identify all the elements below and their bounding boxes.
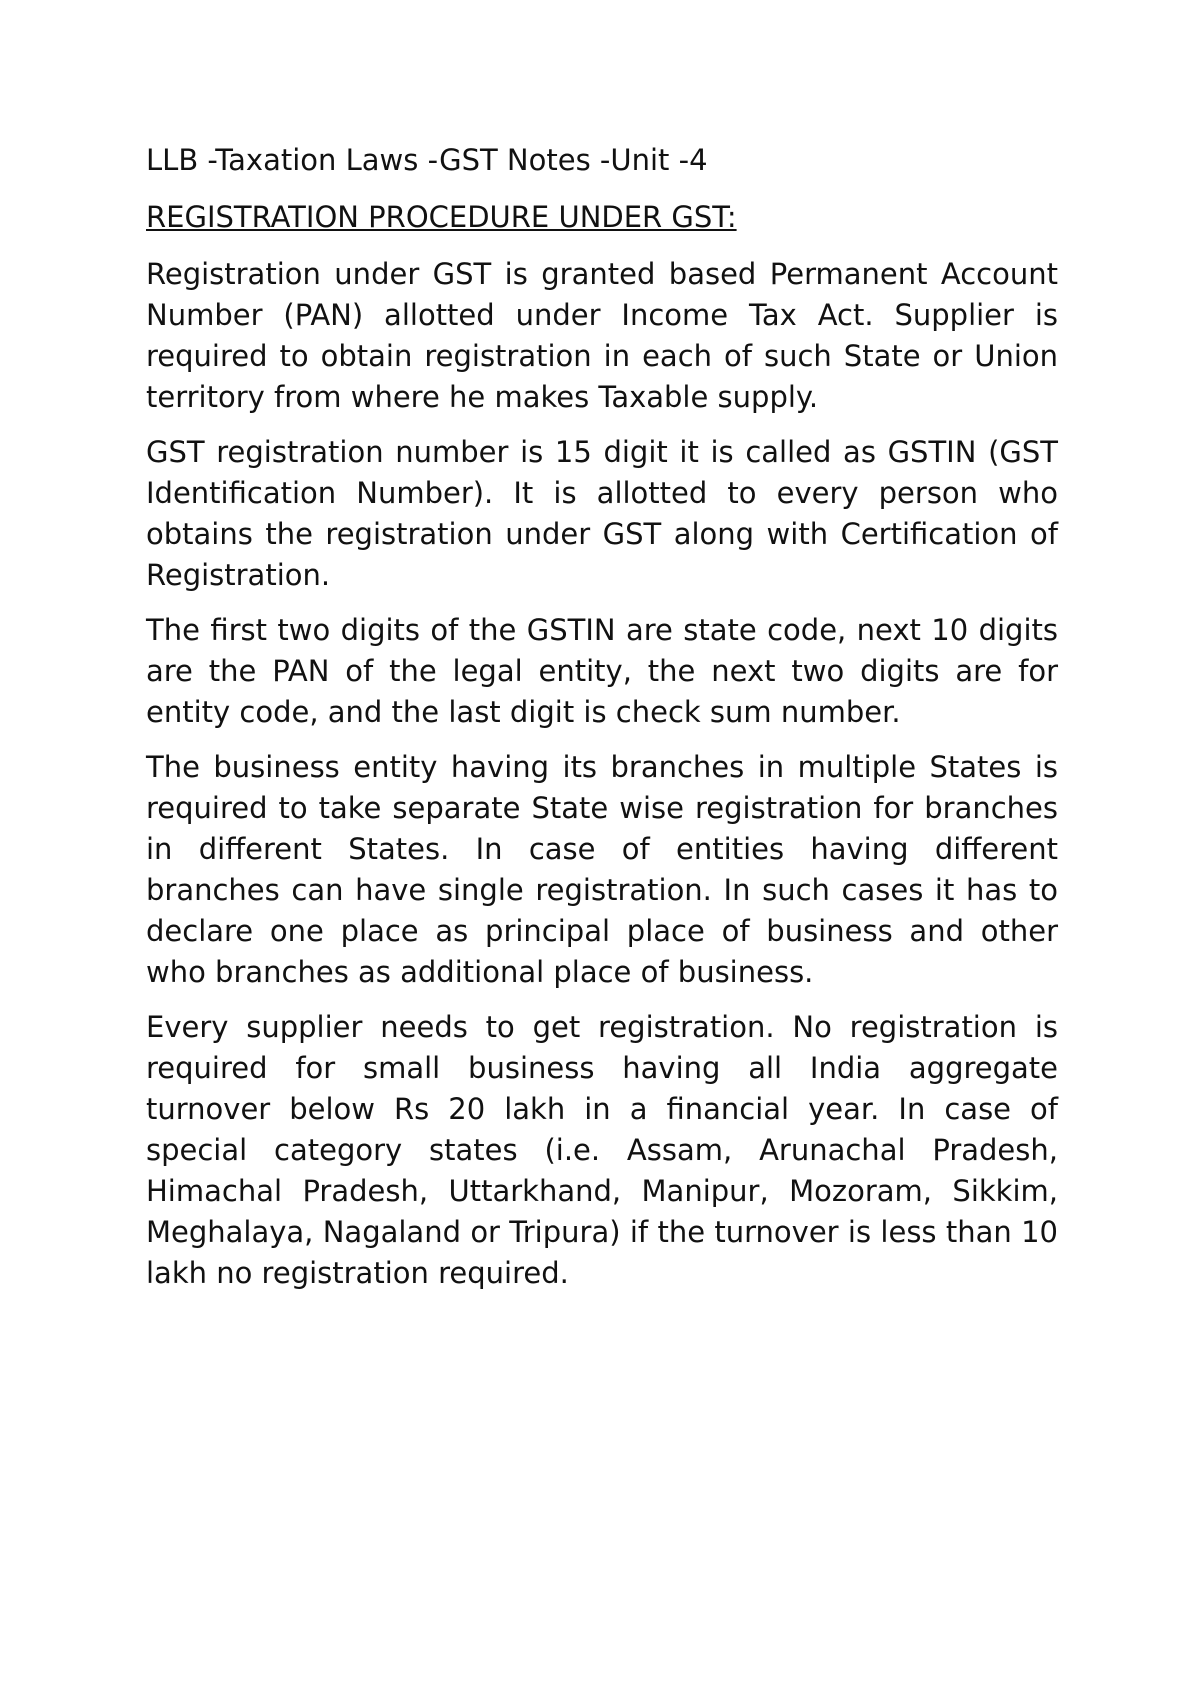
paragraph-threshold: Every supplier needs to get registration. No registration is required for small business having all India aggregate turnover below Rs 20 lakh in a financial year. In case of special category states (i.e. Assam, Arunachal Pradesh, Himachal Pradesh, Uttarkhand, Manipur, Mozoram, Sikkim, Meghalaya, Nagaland or Tripura) if the turnover is less than 10 lakh no registration required. [146, 1010, 1058, 1290]
paragraph-gstin: GST registration number is 15 digit it is called as GSTIN (GST Identification Number). It is allotted to every person who obtains the registration under GST along with Certification of Registration. [146, 435, 1058, 592]
paragraph-registration-basis: Registration under GST is granted based Permanent Account Number (PAN) allotted under Income Tax Act. Supplier is required to obtain registration in each of such State or Union territory from where he makes Taxable supply. [146, 257, 1058, 414]
document-page [146, 140, 1058, 1308]
paragraph-branches: The business entity having its branches in multiple States is required to take separate State wise registration for branches in different States. In case of entities having different branches can have single registration. In such cases it has to declare one place as principal place of business and other who branches as additional place of business. [146, 750, 1058, 989]
section-heading: REGISTRATION PROCEDURE UNDER GST: [146, 200, 737, 234]
paragraph-gstin-structure: The first two digits of the GSTIN are state code, next 10 digits are the PAN of the legal entity, the next two digits are for entity code, and the last digit is check sum number. [146, 613, 1058, 729]
document-title: LLB -Taxation Laws -GST Notes -Unit -4 [146, 143, 708, 177]
